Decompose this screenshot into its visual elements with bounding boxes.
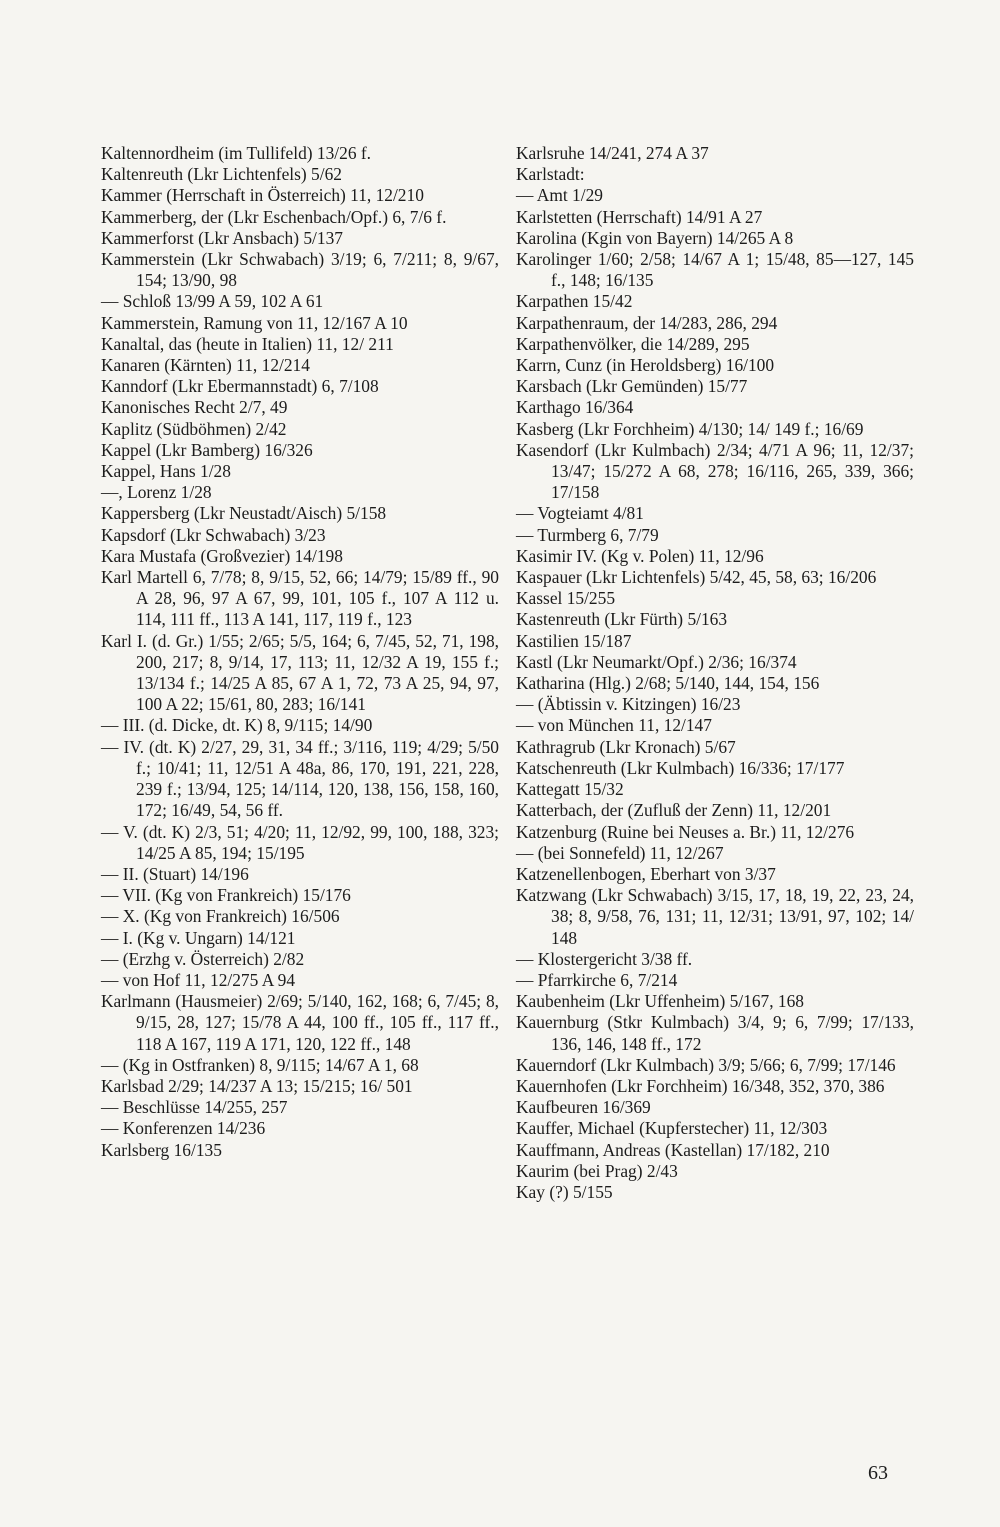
index-entry: Kammerstein, Ramung von 11, 12/167 A 10 (101, 312, 408, 333)
index-entry: Kasimir IV. (Kg v. Polen) 11, 12/96 (516, 545, 764, 566)
index-entry: Karthago 16/364 (516, 397, 634, 418)
index-entry: — Vogteiamt 4/81 (516, 503, 644, 524)
index-entry: —, Lorenz 1/28 (101, 482, 212, 503)
index-entry: — Klostergericht 3/38 ff. (516, 948, 693, 969)
index-entry: Katschenreuth (Lkr Kulmbach) 16/336; 17/177 (516, 757, 845, 778)
index-entry: — (Erzhg v. Österreich) 2/82 (101, 948, 305, 969)
index-entry: Kappel (Lkr Bamberg) 16/326 (101, 439, 313, 460)
index-entry: Karl I. (d. Gr.) 1/55; 2/65; 5/5, 164; 6, 7/45, 52, 71, 198, 200, 217; 8, 9/14, 17, 113; 11, 12/32 A 19, 155 f.; 13/134 f.; 14/25 A 85, 67 A 1, 72, 73 A 25, 94, 97, 100 A 22; 15/61, 80, 283; 16/141 (101, 630, 499, 715)
index-entry: Katzwang (Lkr Schwabach) 3/15, 17, 18, 19, 22, 23, 24, 38; 8, 9/58, 76, 131; 11, 12/31; 13/91, 97, 102; 14/ 148 (516, 885, 914, 948)
index-entry: Katharina (Hlg.) 2/68; 5/140, 144, 154, 156 (516, 673, 820, 694)
index-entry: Kaltennordheim (im Tullifeld) 13/26 f. (101, 143, 372, 163)
index-entry: — (Äbtissin v. Kitzingen) 16/23 (516, 694, 741, 715)
index-entry: — (Kg in Ostfranken) 8, 9/115; 14/67 A 1, 68 (101, 1054, 419, 1075)
index-entry: Kammerforst (Lkr Ansbach) 5/137 (101, 227, 343, 248)
index-entry: Karpathenraum, der 14/283, 286, 294 (516, 312, 778, 333)
index-entry: Kastilien 15/187 (516, 630, 632, 651)
index-entry: Kammer (Herrschaft in Österreich) 11, 12/210 (101, 185, 424, 206)
index-entry: — I. (Kg v. Ungarn) 14/121 (101, 927, 296, 948)
index-entry: — IV. (dt. K) 2/27, 29, 31, 34 ff.; 3/116, 119; 4/29; 5/50 f.; 10/41; 11, 12/51 A 48a, 86, 170, 191, 221, 228, 239 f.; 13/94, 125; 14/114, 120, 138, 156, 158, 160, 172; 16/49, 54, 56 ff. (101, 736, 499, 821)
index-entry: Karlsruhe 14/241, 274 A 37 (516, 143, 709, 163)
index-entry: Kattegatt 15/32 (516, 779, 624, 800)
page-number: 63 (868, 1462, 888, 1484)
index-entry: Kappersberg (Lkr Neustadt/Aisch) 5/158 (101, 503, 387, 524)
index-entry: Kaufbeuren 16/369 (516, 1097, 651, 1118)
index-entry: Karpathen 15/42 (516, 291, 633, 312)
index-entry: Kaltenreuth (Lkr Lichtenfels) 5/62 (101, 164, 342, 185)
index-entry: Kauffmann, Andreas (Kastellan) 17/182, 210 (516, 1139, 830, 1160)
index-entry: Kastenreuth (Lkr Fürth) 5/163 (516, 609, 728, 630)
index-column-left (101, 143, 499, 1161)
index-entry: Kauffer, Michael (Kupferstecher) 11, 12/303 (516, 1118, 828, 1139)
index-entry: Karolinger 1/60; 2/58; 14/67 A 1; 15/48, 85—127, 145 f., 148; 16/135 (516, 249, 914, 291)
index-entry: Kathragrub (Lkr Kronach) 5/67 (516, 736, 736, 757)
index-entry: Kassel 15/255 (516, 588, 616, 609)
index-entry: Kaspauer (Lkr Lichtenfels) 5/42, 45, 58, 63; 16/206 (516, 567, 877, 588)
index-entry: Karrn, Cunz (in Heroldsberg) 16/100 (516, 355, 775, 376)
index-entry: Katterbach, der (Zufluß der Zenn) 11, 12/201 (516, 800, 832, 821)
index-entry: Kanaltal, das (heute in Italien) 11, 12/ 211 (101, 333, 394, 354)
index-entry: Kauernhofen (Lkr Forchheim) 16/348, 352, 370, 386 (516, 1075, 885, 1096)
index-entry: — Konferenzen 14/236 (101, 1118, 266, 1139)
index-entry: Kasberg (Lkr Forchheim) 4/130; 14/ 149 f.; 16/69 (516, 418, 864, 439)
index-entry: Kammerstein (Lkr Schwabach) 3/19; 6, 7/211; 8, 9/67, 154; 13/90, 98 (101, 249, 499, 291)
index-entry: — II. (Stuart) 14/196 (101, 863, 249, 884)
index-entry: Karlsbad 2/29; 14/237 A 13; 15/215; 16/ 501 (101, 1075, 413, 1096)
index-entry: — III. (d. Dicke, dt. K) 8, 9/115; 14/90 (101, 715, 373, 736)
index-entry: — Schloß 13/99 A 59, 102 A 61 (101, 291, 324, 312)
index-entry: Kaurim (bei Prag) 2/43 (516, 1160, 678, 1181)
index-entry: Kastl (Lkr Neumarkt/Opf.) 2/36; 16/374 (516, 651, 797, 672)
index-entry: Karlmann (Hausmeier) 2/69; 5/140, 162, 168; 6, 7/45; 8, 9/15, 28, 127; 15/78 A 44, 100 ff., 105 ff., 117 ff., 118 A 167, 119 A 171, 120, 122 ff., 148 (101, 991, 499, 1054)
index-entry: — Amt 1/29 (516, 185, 603, 206)
index-entry: Kanonisches Recht 2/7, 49 (101, 397, 288, 418)
index-entry: — Turmberg 6, 7/79 (516, 524, 659, 545)
index-entry: Karlstetten (Herrschaft) 14/91 A 27 (516, 206, 763, 227)
index-entry: Kapsdorf (Lkr Schwabach) 3/23 (101, 524, 326, 545)
index-entry: — V. (dt. K) 2/3, 51; 4/20; 11, 12/92, 99, 100, 188, 323; 14/25 A 85, 194; 15/195 (101, 821, 499, 863)
index-entry: Katzenellenbogen, Eberhart von 3/37 (516, 863, 776, 884)
index-entry: Kauernburg (Stkr Kulmbach) 3/4, 9; 6, 7/99; 17/133, 136, 146, 148 ff., 172 (516, 1012, 914, 1054)
index-entry: Karl Martell 6, 7/78; 8, 9/15, 52, 66; 14/79; 15/89 ff., 90 A 28, 96, 97 A 67, 99, 101, 105 f., 107 A 112 u. 114, 111 ff., 113 A 141, 117, 119 f., 123 (101, 567, 499, 630)
index-entry: Kammerberg, der (Lkr Eschenbach/Opf.) 6, 7/6 f. (101, 206, 447, 227)
index-column-right (516, 143, 914, 1203)
index-entry: — Beschlüsse 14/255, 257 (101, 1097, 288, 1118)
index-entry: — von München 11, 12/147 (516, 715, 712, 736)
index-entry: Karolina (Kgin von Bayern) 14/265 A 8 (516, 227, 794, 248)
index-entry: Kappel, Hans 1/28 (101, 461, 231, 482)
index-entry: — VII. (Kg von Frankreich) 15/176 (101, 885, 351, 906)
index-entry: Kaplitz (Südböhmen) 2/42 (101, 418, 287, 439)
index-entry: Kaubenheim (Lkr Uffenheim) 5/167, 168 (516, 991, 804, 1012)
index-entry: Karpathenvölker, die 14/289, 295 (516, 333, 750, 354)
index-entry: Kay (?) 5/155 (516, 1181, 613, 1202)
index-entry: Kasendorf (Lkr Kulmbach) 2/34; 4/71 A 96; 11, 12/37; 13/47; 15/272 A 68, 278; 16/116, 265, 339, 366; 17/158 (516, 439, 914, 503)
index-entry: Kanndorf (Lkr Ebermannstadt) 6, 7/108 (101, 376, 379, 397)
index-entry: Kanaren (Kärnten) 11, 12/214 (101, 355, 310, 376)
index-entry: — Pfarrkirche 6, 7/214 (516, 969, 678, 990)
index-entry: Katzenburg (Ruine bei Neuses a. Br.) 11, 12/276 (516, 821, 855, 842)
index-entry: — von Hof 11, 12/275 A 94 (101, 969, 296, 990)
index-entry: Karlstadt: (516, 164, 585, 185)
index-entry: Kauerndorf (Lkr Kulmbach) 3/9; 5/66; 6, 7/99; 17/146 (516, 1054, 896, 1075)
index-entry: Kara Mustafa (Großvezier) 14/198 (101, 545, 343, 566)
index-entry: Karlsberg 16/135 (101, 1139, 222, 1160)
index-entry: — X. (Kg von Frankreich) 16/506 (101, 906, 340, 927)
index-entry: — (bei Sonnefeld) 11, 12/267 (516, 842, 724, 863)
index-entry: Karsbach (Lkr Gemünden) 15/77 (516, 376, 748, 397)
